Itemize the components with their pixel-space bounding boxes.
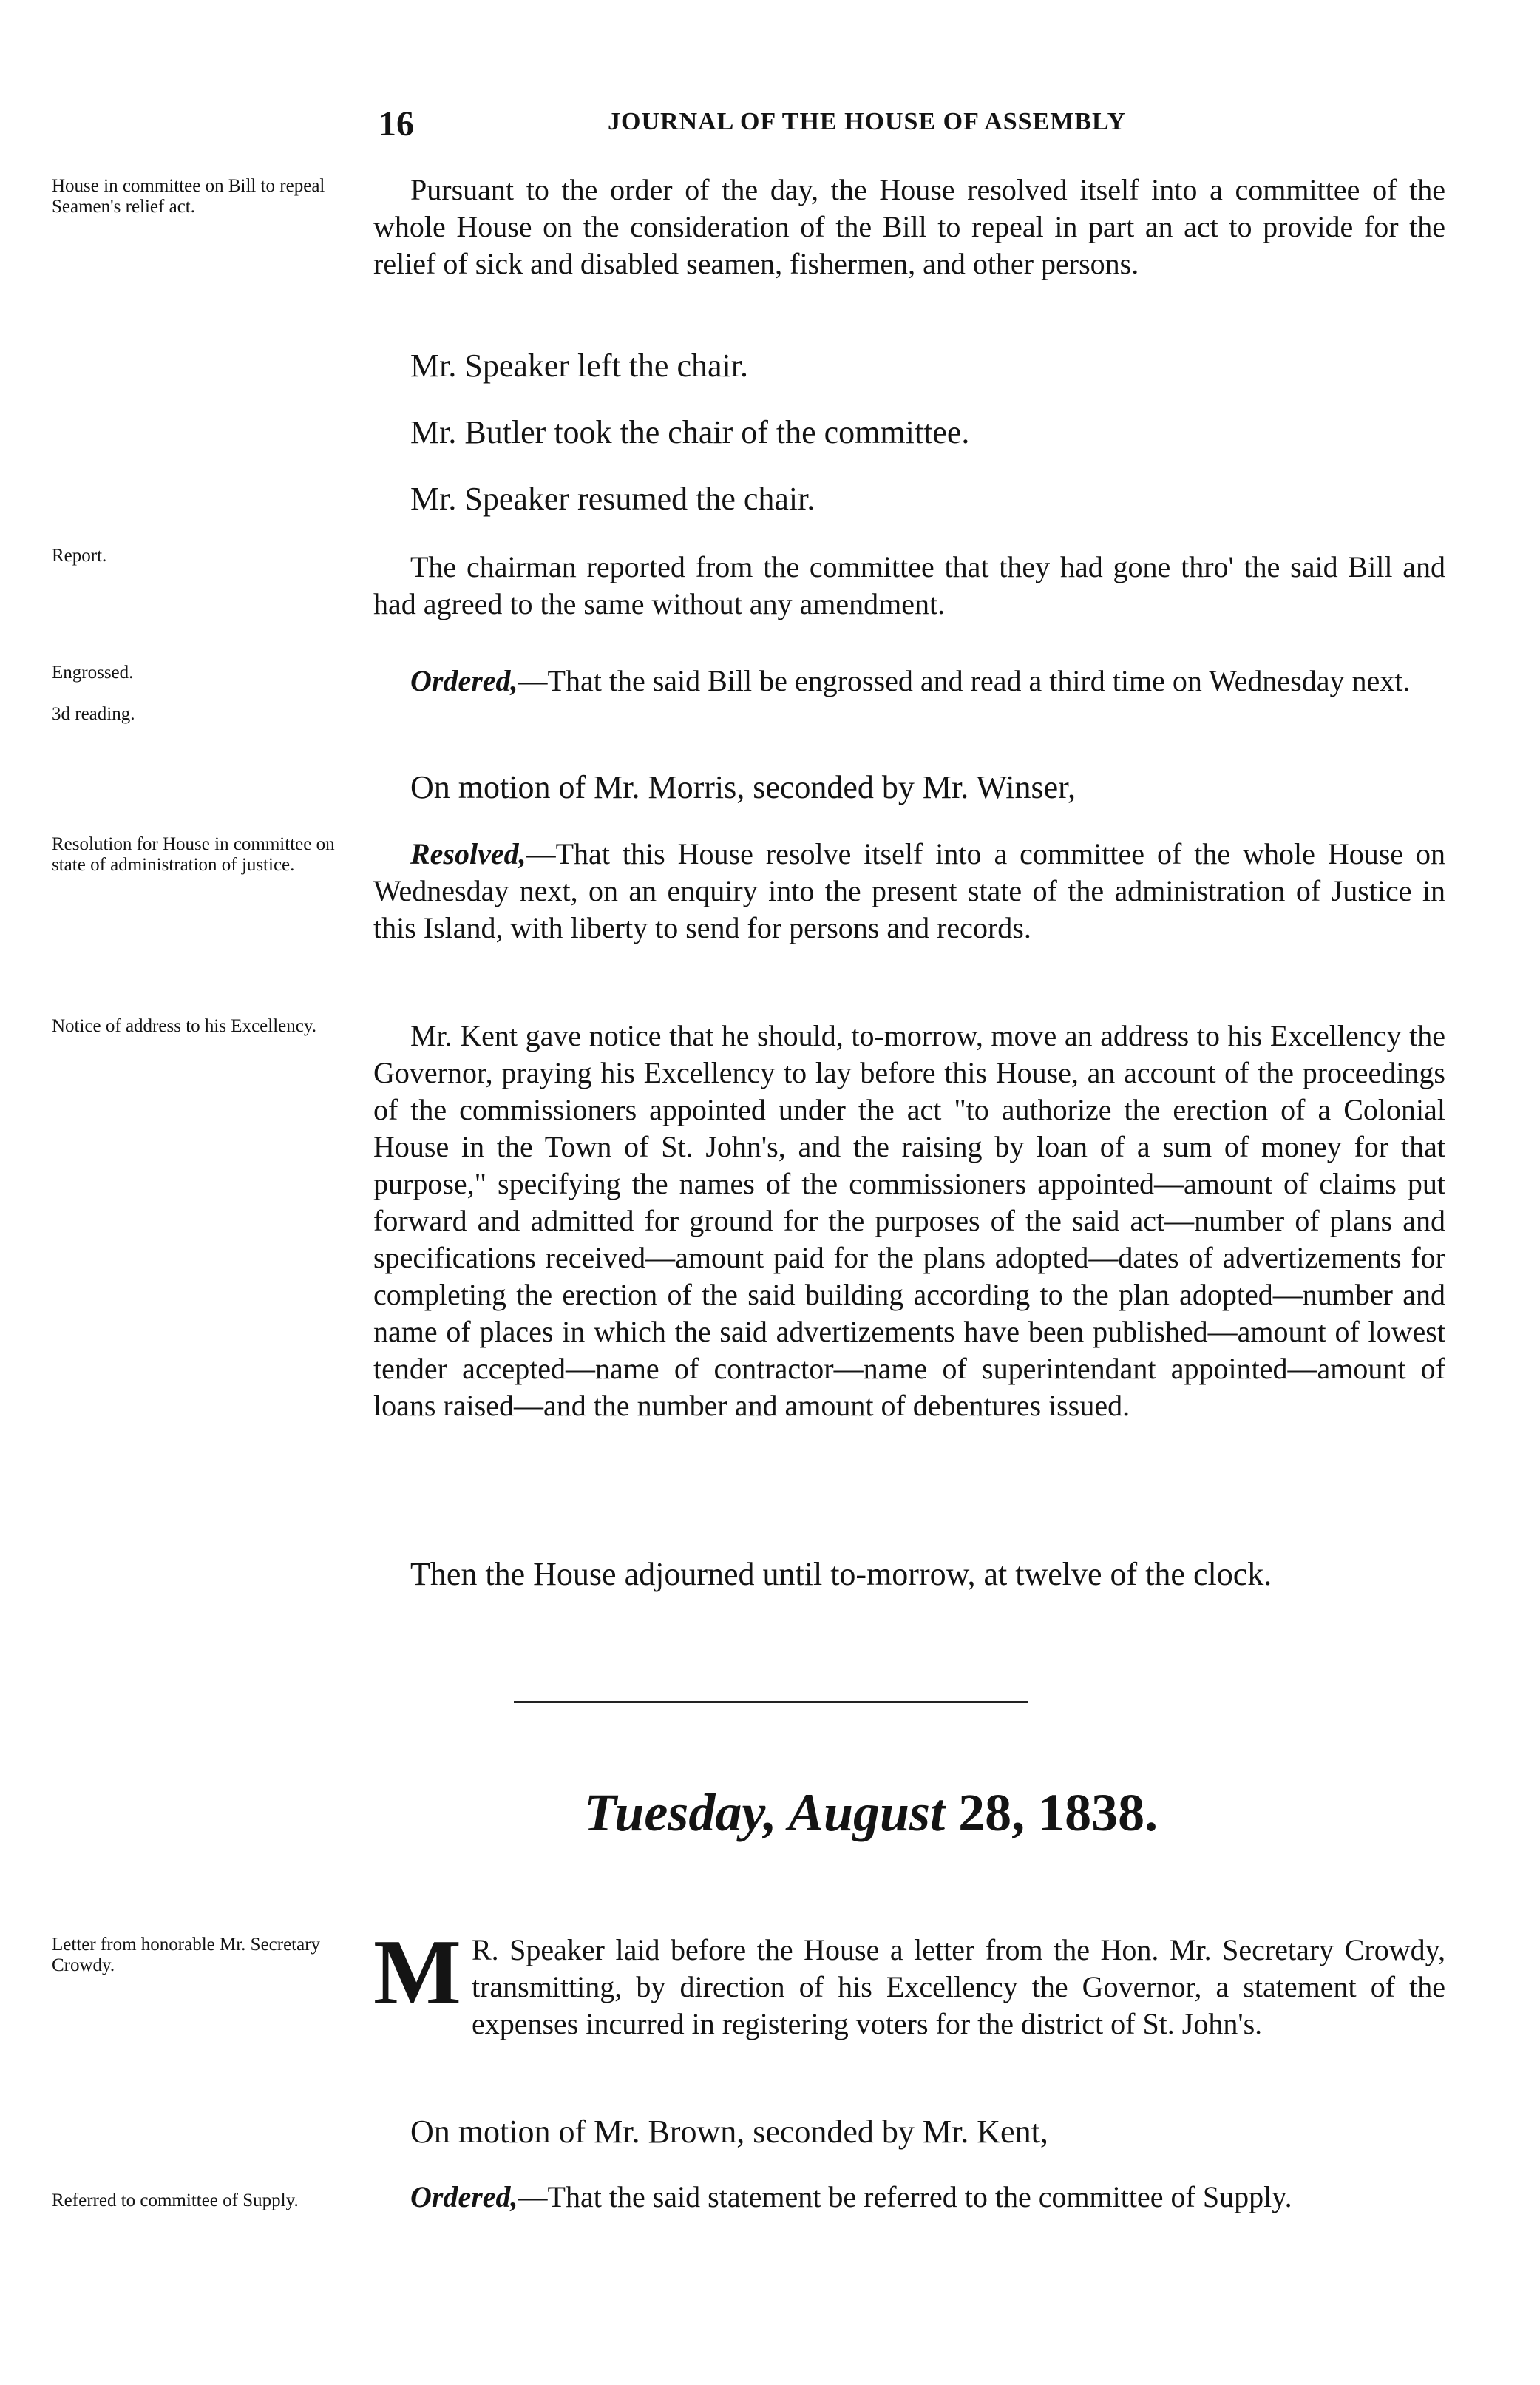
- running-head: JOURNAL OF THE HOUSE OF ASSEMBLY: [608, 108, 1127, 135]
- margin-note-committee: House in committee on Bill to repeal Seamen's relief act.: [52, 176, 325, 217]
- resolved-lead: Resolved,: [410, 837, 526, 870]
- date-day-month: Tuesday, August: [584, 1783, 946, 1842]
- paragraph-kent-notice: [373, 1018, 1445, 1424]
- line-motion-morris: On motion of Mr. Morris, seconded by Mr. Winser,: [410, 769, 1076, 805]
- paragraph-text: The chairman reported from the committee that they had gone thro' the said Bill and had agreed to the same without any amendment.: [373, 550, 1445, 620]
- page-number: 16: [379, 104, 414, 143]
- paragraph-text: —That the said Bill be engrossed and read a third time on Wednesday next.: [518, 664, 1411, 697]
- paragraph-ordered: [373, 663, 1445, 700]
- date-heading: [584, 1782, 1158, 1844]
- margin-note-resolution: Resolution for House in committee on state of administration of justice.: [52, 834, 335, 875]
- date-day-year: 28, 1838.: [958, 1783, 1159, 1842]
- paragraph-text: —That this House resolve itself into a committee of the whole House on Wednesday next, on an enquiry into the present state of the administration of Justice in this Island, with liberty to send for persons and records.: [373, 837, 1445, 944]
- paragraph-text: R. Speaker laid before the House a letter from the Hon. Mr. Secretary Crowdy, transmitting, by direction of his Excellency the Governor, a statement of the expenses incurred in registering voters for the district of St. John's.: [471, 1933, 1445, 2040]
- paragraph-text: Mr. Kent gave notice that he should, to-morrow, move an address to his Excellency the Governor, praying his Excellency to lay before this House, an account of the proceedings of the commissioners appointed under the act "to authorize the erection of a Colonial House in the Town of St. John's, and the raising by loan of a sum of money for that purpose," specifying the names of the commissioners appointed—amount of claims put forward and admitted for ground for the purposes of the said act—number of plans and specifications received—amount paid for the plans adopted—dates of advertizements for completing the erection of the said building according to the plan adopted—number and name of places in which the said advertizements have been published—amount of lowest tender accepted—name of contractor—name of superintendant appointed—amount of loans raised—and the number and amount of debentures issued.: [373, 1019, 1445, 1422]
- margin-note-notice: Notice of address to his Excellency.: [52, 1016, 316, 1036]
- margin-note-letter: Letter from honorable Mr. Secretary Crowdy.: [52, 1935, 321, 1975]
- line-speaker-resumed: Mr. Speaker resumed the chair.: [410, 481, 815, 517]
- margin-note-engrossed: Engrossed.: [52, 663, 134, 683]
- margin-note-report: Report.: [52, 546, 107, 566]
- paragraph-ordered-referred: [373, 2179, 1445, 2216]
- paragraph-text: —That the said statement be referred to the committee of Supply.: [518, 2180, 1292, 2213]
- drop-cap: M: [373, 1921, 461, 2024]
- paragraph-report: [373, 549, 1445, 623]
- margin-note-third-reading: 3d reading.: [52, 704, 135, 724]
- line-adjourned: Then the House adjourned until to-morrow, at twelve of the clock.: [410, 1556, 1272, 1592]
- ordered-lead: Ordered,: [410, 664, 518, 697]
- line-butler-chair: Mr. Butler took the chair of the committee.: [410, 414, 970, 450]
- ordered-lead: Ordered,: [410, 2180, 518, 2213]
- paragraph-committee: [373, 172, 1445, 283]
- paragraph-resolved: [373, 836, 1445, 947]
- margin-note-referred: Referred to committee of Supply.: [52, 2191, 299, 2210]
- paragraph-text: Pursuant to the order of the day, the House resolved itself into a committee of the whole House on the consideration of the Bill to repeal in part an act to provide for the relief of sick and disabled seamen, fishermen, and other persons.: [373, 173, 1445, 280]
- section-divider: [514, 1701, 1028, 1703]
- paragraph-letter: [373, 1921, 1445, 2043]
- line-speaker-left: Mr. Speaker left the chair.: [410, 348, 748, 384]
- line-motion-brown: On motion of Mr. Brown, seconded by Mr. Kent,: [410, 2114, 1048, 2150]
